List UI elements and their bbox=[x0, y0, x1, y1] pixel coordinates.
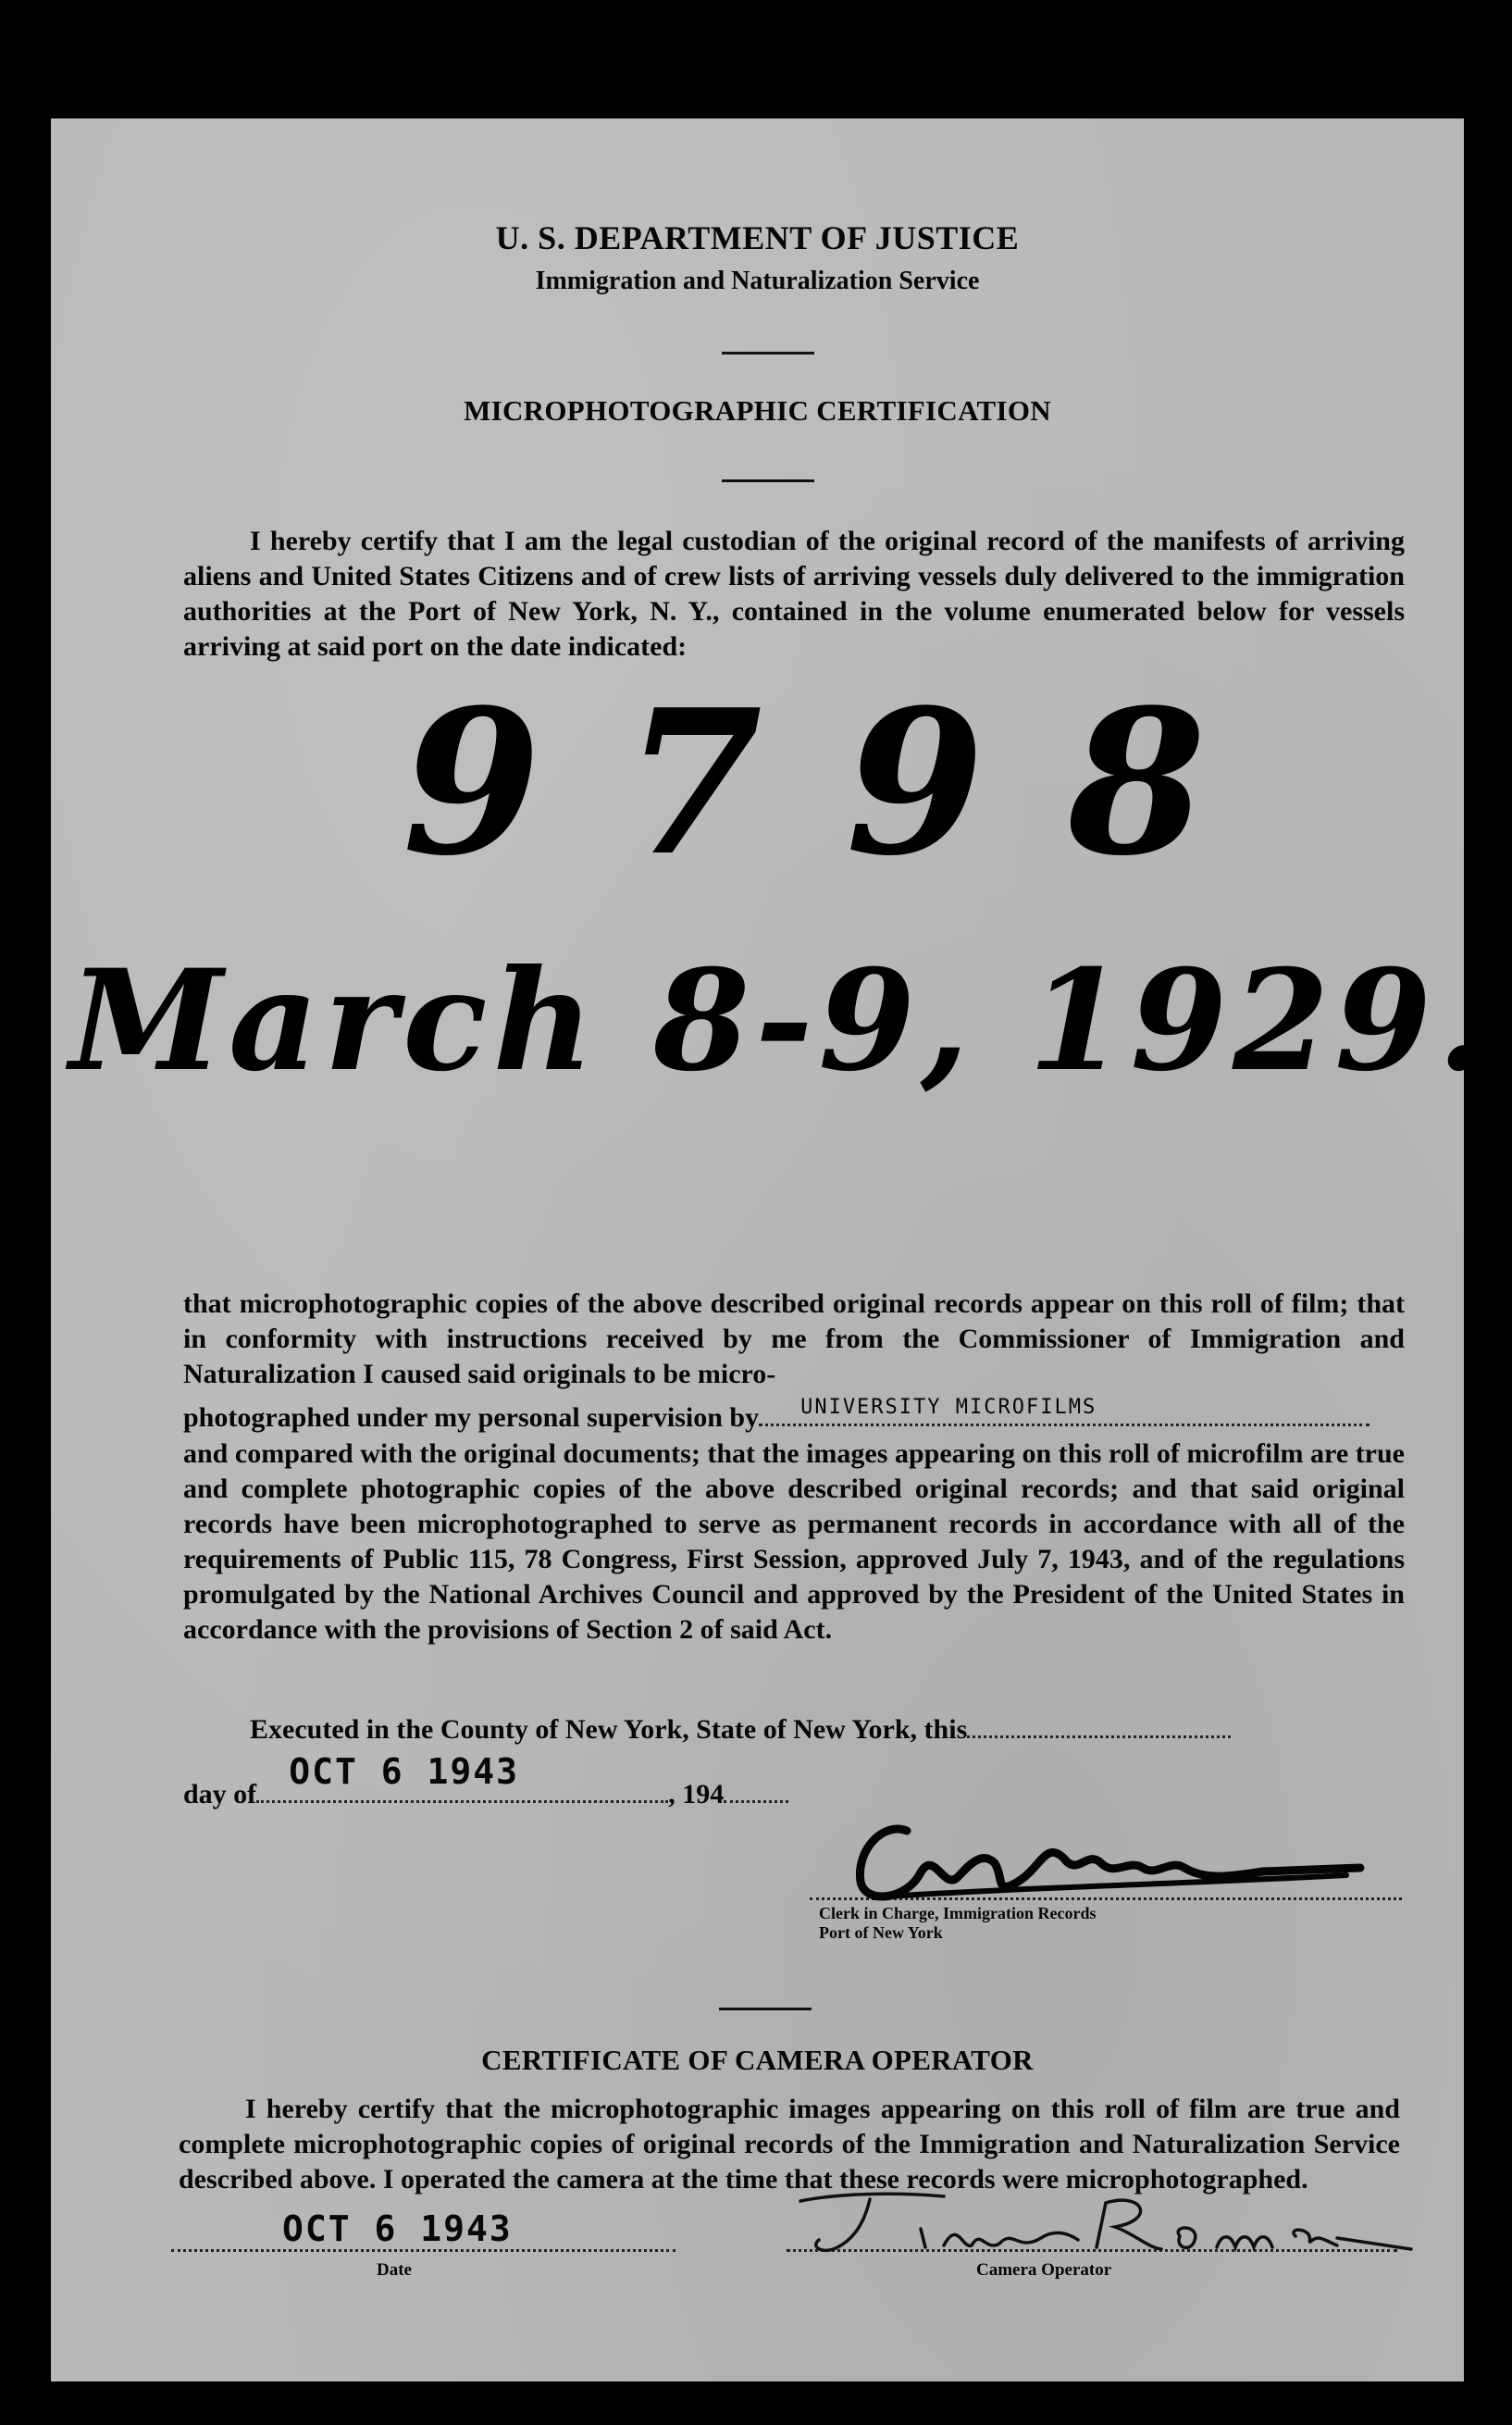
department-title: U. S. DEPARTMENT OF JUSTICE bbox=[495, 219, 1020, 256]
camera-operator-title: CERTIFICATE OF CAMERA OPERATOR bbox=[481, 2044, 1034, 2076]
divider bbox=[722, 479, 814, 482]
camera-date-stamp: OCT 6 1943 bbox=[282, 2208, 513, 2249]
camera-operator-signature bbox=[782, 2182, 1411, 2266]
year-label: , 194 bbox=[668, 1779, 725, 1809]
day-of-line bbox=[183, 1751, 788, 1812]
photographed-by-stamp: UNIVERSITY MICROFILMS bbox=[800, 1396, 1097, 1419]
day-of-date-stamp: OCT 6 1943 bbox=[289, 1751, 519, 1792]
day-of-field bbox=[256, 1751, 668, 1803]
photographed-by-label: photographed under my personal supervision by bbox=[183, 1402, 760, 1433]
clerk-title: Clerk in Charge, Immigration Records bbox=[819, 1904, 1097, 1922]
date-label: Date bbox=[377, 2260, 412, 2280]
camera-operator-paragraph: I hereby certify that the microphotographic images appearing on this roll of film are true and complete microphotographic copies of original records of the Immigration and Naturalization Service described above. I operated the camera at the time that these records were microphotographed. bbox=[179, 2094, 1400, 2195]
intro-paragraph: I hereby certify that I am the legal custodian of the original record of the manifests of arriving aliens and United States Citizens and of crew lists of arriving vessels duly delivered to the immigration authorities at the Port of New York, N. Y., contained in the volume enumerated below for vessels arriving at said port on the date indicated: bbox=[183, 526, 1405, 662]
body-paragraph-2: and compared with the original documents; that the images appearing on this roll of microfilm are true and complete photographic copies of the above described original records; and that said original records have been microphotographed to serve as permanent records in accordance with all of the requirements of Public 115, 78 Congress, First Session, approved July 7, 1943, and of the regulations promulgated by the National Archives Council and approved by the President of the United States in accordance with the provisions of Section 2 of said Act. bbox=[183, 1438, 1405, 1645]
executed-field bbox=[967, 1715, 1231, 1738]
clerk-location: Port of New York bbox=[819, 1923, 943, 1942]
certification-title: MICROPHOTOGRAPHIC CERTIFICATION bbox=[464, 394, 1051, 427]
handwritten-date: March 8-9, 1929. bbox=[69, 939, 1492, 1102]
date-field bbox=[171, 2249, 675, 2252]
divider bbox=[722, 352, 814, 354]
executed-line bbox=[250, 1712, 1231, 1747]
photographed-by-field bbox=[759, 1396, 1369, 1426]
divider bbox=[719, 2008, 812, 2010]
day-of-label: day of bbox=[183, 1779, 257, 1809]
executed-text: Executed in the County of New York, State of New York, this bbox=[250, 1714, 968, 1745]
body-paragraph-1: that microphotographic copies of the above described original records appear on this roll of film; that in conformity with instructions received by me from the Commissioner of Immigration and Naturalization I caused said originals to be micro- bbox=[183, 1288, 1405, 1389]
clerk-signature bbox=[819, 1794, 1374, 1914]
camera-operator-label: Camera Operator bbox=[976, 2260, 1112, 2280]
year-field bbox=[724, 1780, 788, 1803]
photographed-by-line bbox=[183, 1396, 1405, 1436]
certificate-sheet bbox=[51, 118, 1492, 2381]
service-subtitle: Immigration and Naturalization Service bbox=[535, 267, 980, 295]
handwritten-volume-number: 9798 bbox=[403, 665, 1290, 900]
